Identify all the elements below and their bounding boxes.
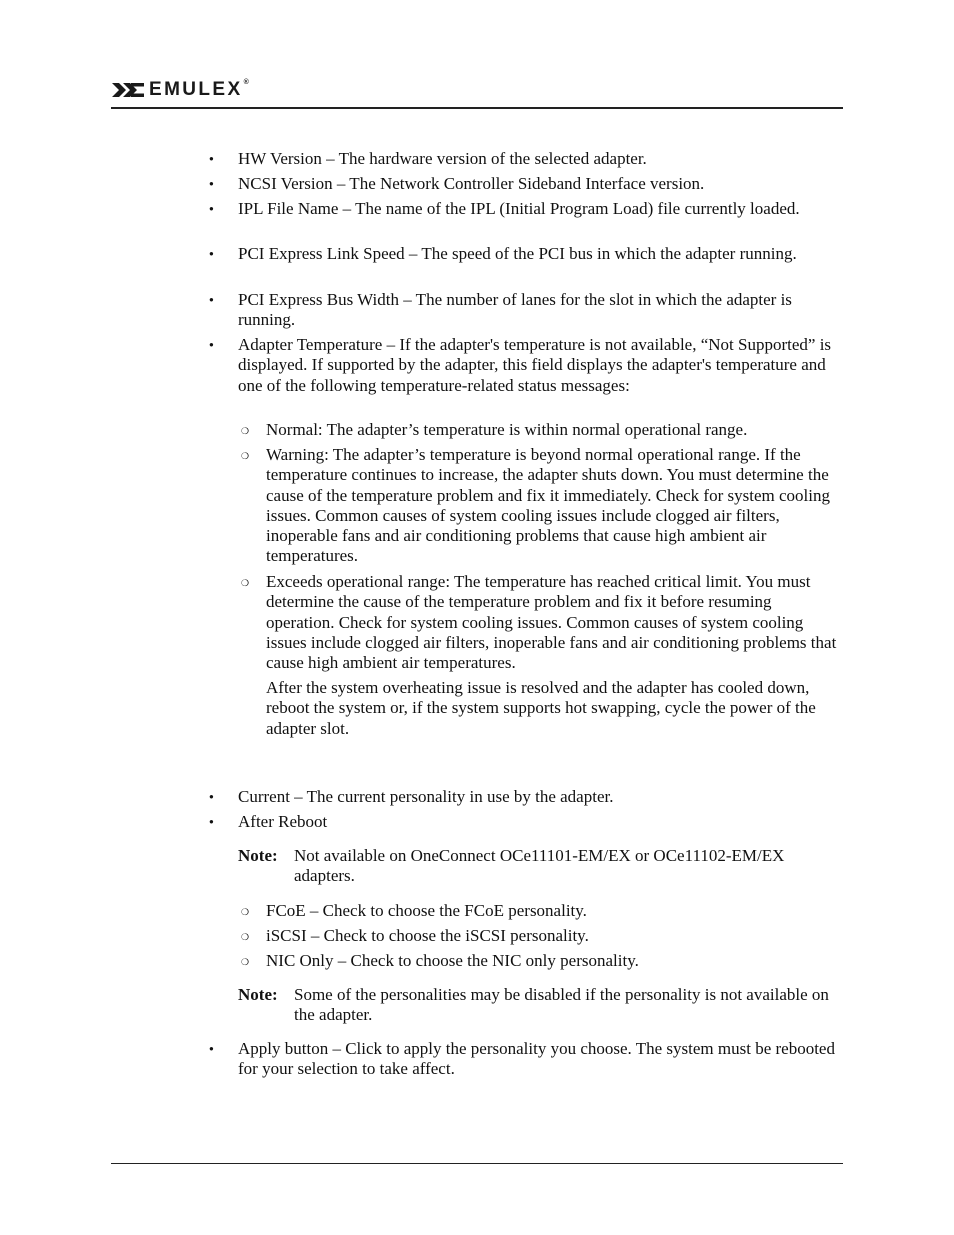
list-item: ● Apply button – Click to apply the personality you choose. The system must be rebooted for your selection to take affect. <box>238 1039 838 1080</box>
sub-list-item: ❍ Exceeds operational range: The temperature has reached critical limit. You must determine the cause of the temperature problem and fix it before resuming operation. Check for system cooling issues. Common causes of system cooling issues include clogged air filters, inoperable fans and air conditioning problems that cause high ambient air temperatures. <box>266 572 840 673</box>
list-item: ● HW Version – The hardware version of the selected adapter. <box>238 149 838 169</box>
note <box>238 985 838 1026</box>
list-item: ● NCSI Version – The Network Controller Sideband Interface version. <box>238 174 838 194</box>
sub-list-item: ❍ iSCSI – Check to choose the iSCSI personality. <box>266 926 840 946</box>
note-text: Some of the personalities may be disabled if the personality is not available on the adapter. <box>294 985 829 1025</box>
list-item: ● Current – The current personality in use by the adapter. <box>238 787 838 807</box>
sub-list-item: ❍ Warning: The adapter’s temperature is beyond normal operational range. If the temperature continues to increase, the adapter shuts down. You must determine the cause of the temperature problem and fix it immediately. Check for system cooling issues. Common causes of system cooling issues include clogged air filters, inoperable fans and air conditioning problems that cause high ambient air temperatures. <box>266 445 840 567</box>
note-text: Not available on OneConnect OCe11101-EM/EX or OCe11102-EM/EX adapters. <box>294 846 785 886</box>
sub-list-item: ❍ FCoE – Check to choose the FCoE personality. <box>266 901 840 921</box>
note <box>238 846 838 887</box>
overheat-paragraph: After the system overheating issue is resolved and the adapter has cooled down, reboot the system or, if the system supports hot swapping, cycle the power of the adapter slot. <box>266 678 816 738</box>
list-item: ● PCI Express Link Speed – The speed of the PCI bus in which the adapter running. <box>238 244 838 264</box>
list-item: ● After Reboot <box>238 812 838 832</box>
footer-rule <box>111 1163 843 1164</box>
sub-list-item: ❍ Normal: The adapter’s temperature is within normal operational range. <box>266 420 840 440</box>
list-item: ● IPL File Name – The name of the IPL (Initial Program Load) file currently loaded. <box>238 199 838 219</box>
sub-list-item: ❍ NIC Only – Check to choose the NIC only personality. <box>266 951 840 971</box>
header-rule <box>111 107 843 109</box>
page-header <box>111 78 251 102</box>
list-item: ● Adapter Temperature – If the adapter's temperature is not available, “Not Supported” is displayed. If supported by the adapter, this field displays the adapter's temperature and one of the following temperature-related status messages: <box>238 335 838 396</box>
emulex-logo-icon <box>111 80 145 100</box>
list-item: ● PCI Express Bus Width – The number of lanes for the slot in which the adapter is running. <box>238 290 838 331</box>
emulex-logo: EMULEX® <box>149 79 252 100</box>
note-label: Note: <box>238 846 278 865</box>
note-label: Note: <box>238 985 278 1004</box>
